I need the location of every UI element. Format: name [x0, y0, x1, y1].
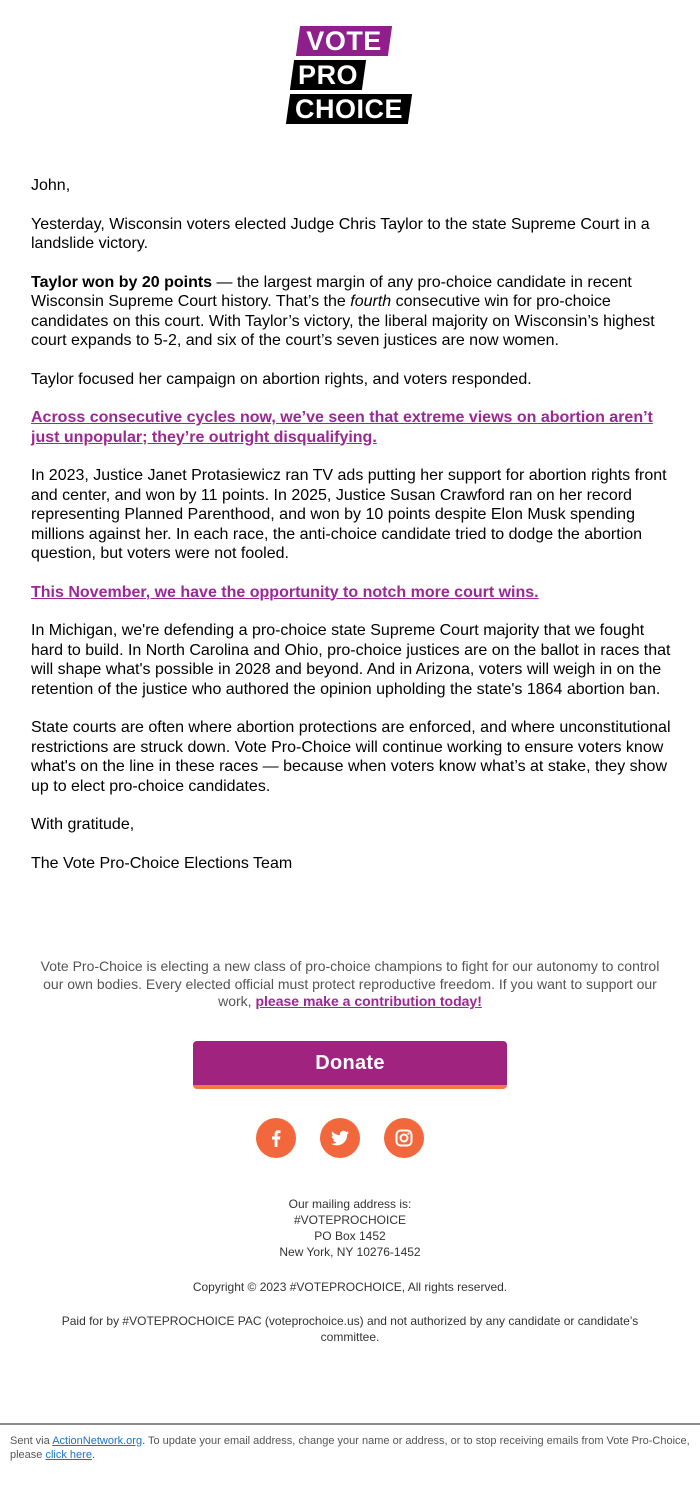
mailing-address — [200, 1196, 500, 1260]
facebook-icon[interactable] — [256, 1118, 296, 1158]
address-box: PO Box 1452 — [314, 1229, 386, 1243]
sent-via-notice — [10, 1434, 694, 1462]
footer-divider — [0, 1423, 700, 1425]
paragraph-2-italic: fourth — [350, 293, 392, 310]
logo-tile-pro — [290, 60, 366, 90]
email-body — [31, 176, 671, 873]
facebook-glyph — [264, 1126, 288, 1150]
highlight-link-2[interactable]: This November, we have the opportunity to notch more court wins. — [31, 583, 539, 601]
logo-text-pro: PRO — [298, 60, 359, 90]
logo-text-choice: CHOICE — [295, 94, 404, 124]
address-heading: Our mailing address is: — [288, 1197, 412, 1211]
paragraph-6: State courts are often where abortion protections are enforced, and where unconstitutional restrictions are struck down. Vote Pro-Choice will continue working to ensure voters know what's on the line in these races — because when voters know what’s at stake, they show up to elect pro-choice candidates. — [31, 719, 671, 795]
vote-pro-choice-logo[interactable] — [288, 26, 412, 126]
actionnetwork-link[interactable]: ActionNetwork.org — [52, 1435, 143, 1447]
unsubscribe-link[interactable]: click here — [45, 1449, 92, 1461]
instagram-icon[interactable] — [384, 1118, 424, 1158]
copyright-notice: Copyright © 2023 #VOTEPROCHOICE, All rights reserved. — [192, 1280, 508, 1294]
address-org: #VOTEPROCHOICE — [293, 1213, 407, 1227]
paid-for-disclaimer: Paid for by #VOTEPROCHOICE PAC (voteprochoice.us) and not authorized by any candidate or candidate’s committee. — [61, 1314, 639, 1344]
twitter-icon[interactable] — [320, 1118, 360, 1158]
sent-via-middle: . To update your email address, change your name or address, or to stop receiving emails from Vote Pro-Choice, please — [10, 1435, 690, 1461]
sent-via-suffix: . — [91, 1449, 96, 1461]
paragraph-2-text-a: — the largest margin of any pro-choice candidate in recent Wisconsin Supreme Court history. That’s the — [31, 273, 632, 310]
paragraph-5: In Michigan, we're defending a pro-choice state Supreme Court majority that we fought hard to build. In North Carolina and Ohio, pro-choice justices are on the ballot in races that will shape what's possible in 2028 and beyond. And in Arizona, voters will weigh in on the retention of the justice who authored the opinion upholding the state's 1864 abortion ban. — [31, 622, 671, 698]
highlight-link-1[interactable]: Across consecutive cycles now, we’ve seen that extreme views on abortion aren’t just unpopular; they’re outright disqualifying. — [31, 409, 653, 446]
paragraph-4: In 2023, Justice Janet Protasiewicz ran TV ads putting her support for abortion rights front and center, and won by 11 points. In 2025, Justice Susan Crawford ran on her record representing Planned Parenthood, and won by 10 points despite Elon Musk spending millions against her. In each race, the anti-choice candidate tried to dodge the abortion question, but voters were not fooled. — [31, 467, 667, 562]
logo-tile-choice — [286, 94, 412, 124]
footer-blurb-text: Vote Pro-Choice is electing a new class of pro-choice champions to fight for our autonomy to control our own bodies. Every elected official must protect reproductive freedom. If you want to support our work, — [40, 958, 660, 1009]
twitter-glyph — [328, 1126, 352, 1150]
greeting: John, — [31, 177, 71, 194]
paragraph-2-text-b: consecutive win for pro-choice candidates on this court. With Taylor’s victory, the liberal majority on Wisconsin’s highest court expands to 5-2, and six of the court’s seven justices are now women. — [31, 293, 655, 349]
paragraph-2 — [31, 273, 671, 351]
sent-via-prefix: Sent via — [10, 1435, 53, 1447]
logo-tile-vote — [296, 26, 392, 56]
paragraph-1: Yesterday, Wisconsin voters elected Judge Chris Taylor to the state Supreme Court in a landslide victory. — [31, 215, 650, 252]
donate-button[interactable]: Donate — [193, 1041, 507, 1089]
address-city: New York, NY 10276-1452 — [279, 1245, 421, 1259]
signoff: With gratitude, — [31, 816, 135, 833]
footer-blurb — [30, 958, 670, 1011]
paragraph-3: Taylor focused her campaign on abortion rights, and voters responded. — [31, 370, 532, 388]
signature: The Vote Pro-Choice Elections Team — [31, 854, 293, 872]
paragraph-2-bold: Taylor won by 20 points — [31, 273, 213, 291]
logo-text-vote: VOTE — [306, 26, 382, 56]
instagram-glyph — [392, 1126, 416, 1150]
contribute-link[interactable]: please make a contribution today! — [255, 993, 482, 1009]
